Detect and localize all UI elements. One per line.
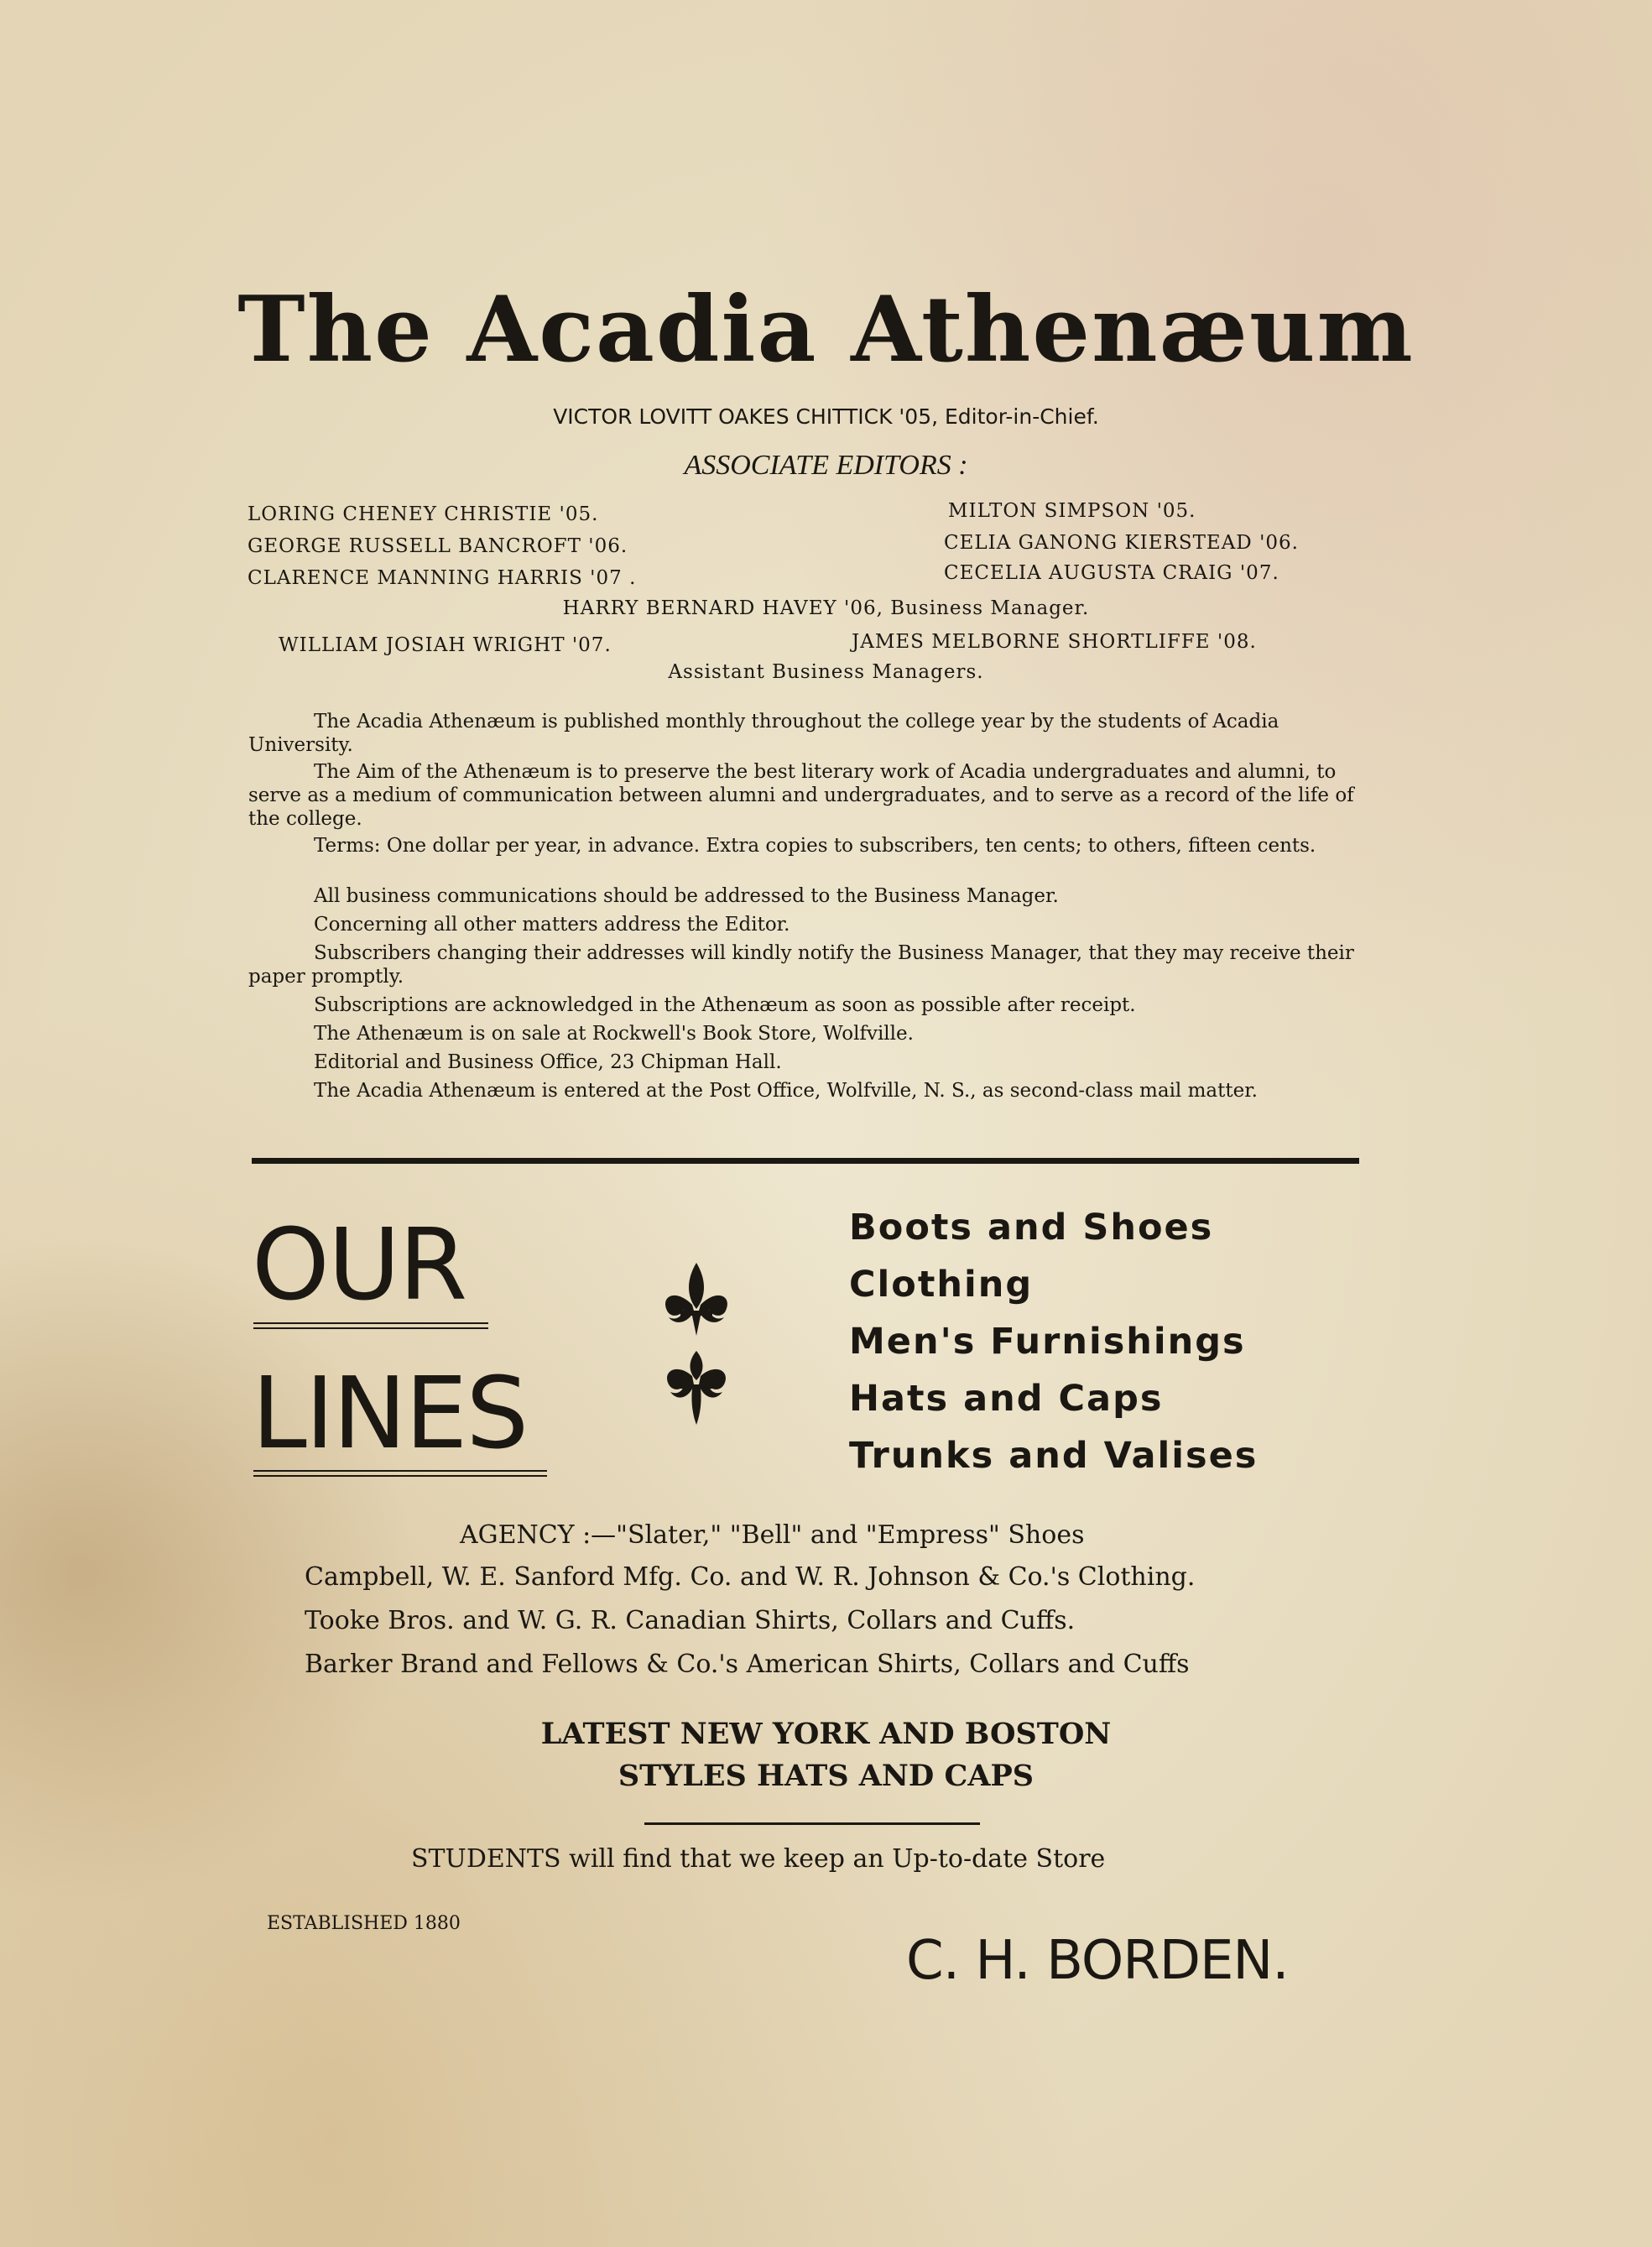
agency-line: Tooke Bros. and W. G. R. Canadian Shirts, Collars and Cuffs. xyxy=(305,1606,1076,1635)
assistant-managers-caption: Assistant Business Managers. xyxy=(668,661,984,683)
agency-line: Barker Brand and Fellows & Co.'s American Shirts, Collars and Cuffs xyxy=(305,1650,1190,1679)
associate-editor: LORING CHENEY CHRISTIE '05. xyxy=(248,503,599,525)
notice-paragraph: The Athenæum is on sale at Rockwell's Book Store, Wolfville. xyxy=(314,1023,914,1045)
associate-editor: MILTON SIMPSON '05. xyxy=(948,500,1196,522)
notice-paragraph: Editorial and Business Office, 23 Chipman Hall. xyxy=(314,1051,782,1073)
short-divider xyxy=(644,1822,980,1825)
notice-paragraph: Concerning all other matters address the Editor. xyxy=(314,914,790,936)
merchant-name: C. H. BORDEN. xyxy=(906,1930,1289,1992)
notice-paragraph: Subscriptions are acknowledged in the Athenæum as soon as possible after receipt. xyxy=(314,994,1136,1016)
notice-paragraph: Terms: One dollar per year, in advance. Extra copies to subscribers, ten cents; to others, fifteen cents. xyxy=(314,835,1316,857)
business-manager: HARRY BERNARD HAVEY '06, Business Manager. xyxy=(562,597,1090,619)
advert-lines: LINES xyxy=(252,1355,528,1471)
notice-paragraph: The Aim of the Athenæum is to preserve the best literary work of Acadia undergraduates and alumni, to serve as a medium of communication between alumni and undergraduates, and to serve as a record of the life of the college. xyxy=(248,761,1354,830)
notices-block xyxy=(248,710,1358,1128)
advert-line-item: Men's Furnishings xyxy=(849,1321,1246,1363)
advert-our: OUR xyxy=(252,1207,466,1322)
associate-editor: CECELIA AUGUSTA CRAIG '07. xyxy=(944,562,1279,584)
latest-styles-line2: STYLES HATS AND CAPS xyxy=(618,1759,1034,1793)
latest-styles-line1: LATEST NEW YORK AND BOSTON xyxy=(540,1717,1112,1751)
fleur-de-lis-icon xyxy=(659,1259,734,1435)
notice-paragraph: The Acadia Athenæum is published monthly throughout the college year by the students of Acadia University. xyxy=(248,711,1279,756)
advert-line-item: Trunks and Valises xyxy=(849,1435,1259,1477)
assistant-manager: WILLIAM JOSIAH WRIGHT '07. xyxy=(279,634,612,656)
agency-line: Campbell, W. E. Sanford Mfg. Co. and W. R. Johnson & Co.'s Clothing. xyxy=(305,1562,1196,1592)
section-divider xyxy=(252,1158,1359,1164)
associate-editor: CELIA GANONG KIERSTEAD '06. xyxy=(944,532,1299,554)
advert-line-item: Boots and Shoes xyxy=(849,1207,1214,1249)
established-line: ESTABLISHED 1880 xyxy=(267,1913,461,1934)
associate-editors-heading: ASSOCIATE EDITORS : xyxy=(684,450,968,481)
notice-paragraph: All business communications should be addressed to the Business Manager. xyxy=(314,885,1059,907)
double-rule xyxy=(253,1470,547,1477)
editor-in-chief: VICTOR LOVITT OAKES CHITTICK '05, Editor-in-Chief. xyxy=(553,404,1099,429)
notice-paragraph: Subscribers changing their addresses will kindly notify the Business Manager, that they may receive their paper promptly. xyxy=(248,942,1354,988)
students-line: STUDENTS will find that we keep an Up-to-date Store xyxy=(411,1844,1106,1874)
advert-line-item: Hats and Caps xyxy=(849,1378,1164,1420)
assistant-manager: JAMES MELBORNE SHORTLIFFE '08. xyxy=(852,631,1257,653)
double-rule xyxy=(253,1322,488,1329)
notice-paragraph: The Acadia Athenæum is entered at the Post Office, Wolfville, N. S., as second-class mail matter. xyxy=(314,1080,1258,1102)
masthead-title: The Acadia Athenæum xyxy=(237,277,1415,383)
agency-line: AGENCY :—"Slater," "Bell" and "Empress" Shoes xyxy=(460,1520,1085,1550)
associate-editor: CLARENCE MANNING HARRIS '07 . xyxy=(248,567,637,589)
advert-line-item: Clothing xyxy=(849,1264,1034,1306)
associate-editor: GEORGE RUSSELL BANCROFT '06. xyxy=(248,535,628,557)
